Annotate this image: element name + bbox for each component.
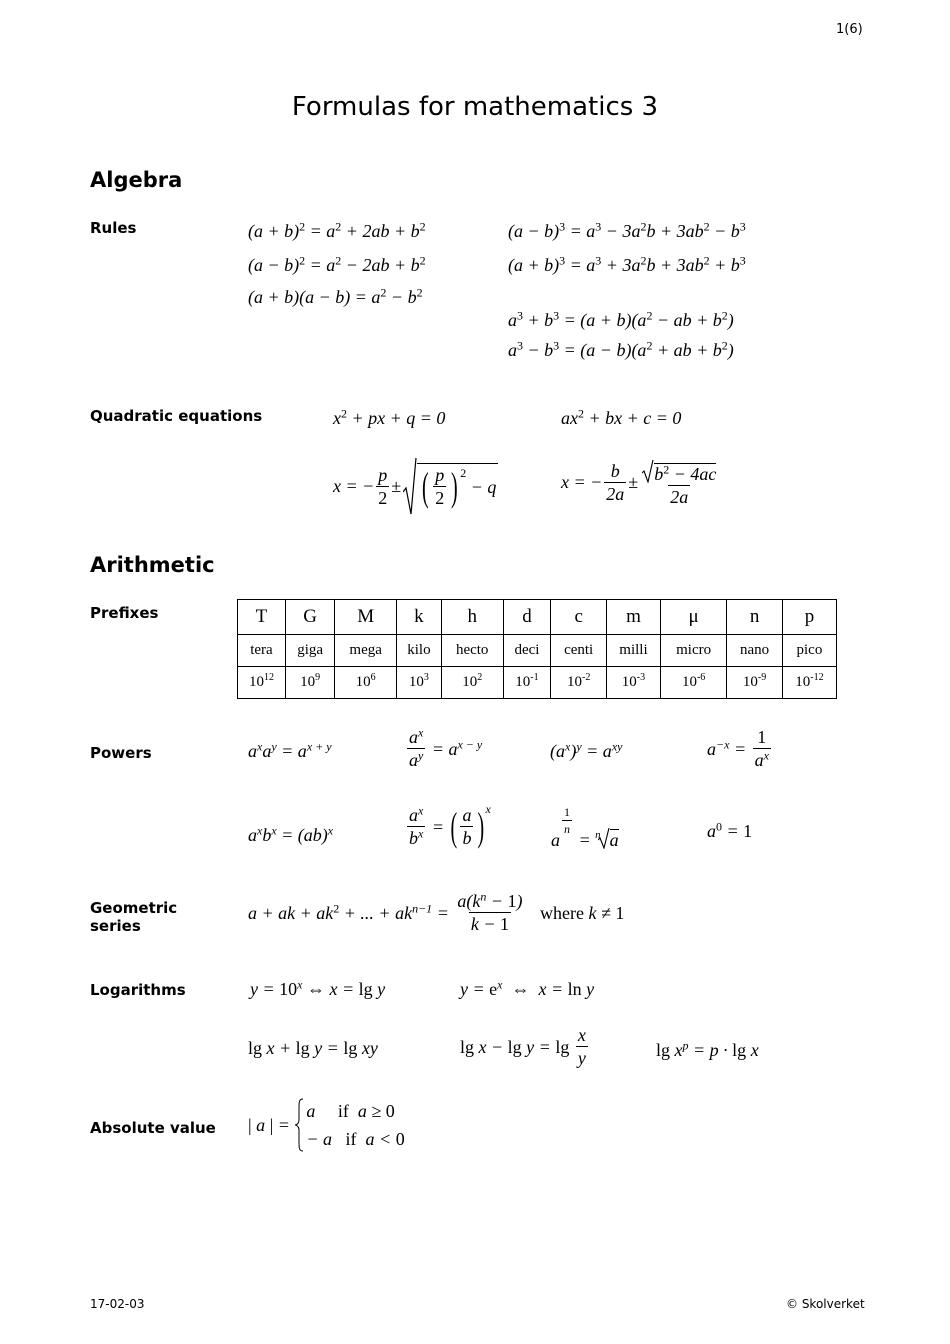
rules-label: Rules bbox=[90, 219, 137, 237]
prefix-symbol: G bbox=[285, 600, 334, 635]
prefix-symbol: c bbox=[551, 600, 607, 635]
prefix-power: $10^{12}$ bbox=[238, 667, 286, 699]
formula-absolute-value: | a | = a if a ≥ 0 − a if a < 0 bbox=[248, 1098, 405, 1152]
prefix-power: $10^3$ bbox=[397, 667, 442, 699]
formula-square-sum: $(a + b)^2 = a^2 + 2ab + b^2$ bbox=[248, 219, 426, 241]
prefix-power: $10^{-1}$ bbox=[503, 667, 551, 699]
prefix-table bbox=[237, 599, 837, 699]
formula-ln-definition: $y = e^x$ ⇔ x = ln y bbox=[460, 977, 595, 999]
prefix-name: hecto bbox=[441, 635, 503, 667]
prefix-power: $10^9$ bbox=[285, 667, 334, 699]
footer-copyright: © Skolverket bbox=[786, 1297, 865, 1311]
prefix-symbol: M bbox=[335, 600, 397, 635]
formula-sum-of-cubes: $a^3 + b^3 = (a + b)(a^2$ − ab + $b^2$) bbox=[508, 308, 734, 330]
prefix-name: milli bbox=[606, 635, 660, 667]
curly-brace-icon bbox=[294, 1098, 304, 1152]
algebra-heading: Algebra bbox=[90, 168, 183, 192]
formula-power-of-power: $(a^x)^y = a^{xy}$ bbox=[550, 739, 623, 761]
prefix-symbol: d bbox=[503, 600, 551, 635]
formula-square-diff: $(a - b)^2 = a^2 - 2ab + b^2$ bbox=[248, 253, 426, 275]
prefix-name: nano bbox=[727, 635, 783, 667]
prefix-symbol: p bbox=[782, 600, 836, 635]
prefix-name: tera bbox=[238, 635, 286, 667]
formula-lg-sum: lg x + lg y = lg xy bbox=[248, 1038, 378, 1058]
formula-diff-of-cubes: $a^3 - b^3 = (a - b)(a^2$ + ab + $b^2$) bbox=[508, 338, 734, 360]
geometric-label: Geometric series bbox=[90, 899, 178, 935]
page-number: 1(6) bbox=[836, 22, 863, 37]
formula-root-power: a $\frac{1}{n}$ = n a bbox=[551, 805, 619, 850]
formula-cube-diff: $(a - b)^3 = a^3 - 3a^2b + 3ab^2 - b^3$ bbox=[508, 219, 746, 241]
prefix-name: kilo bbox=[397, 635, 442, 667]
prefix-power: $10^{-2}$ bbox=[551, 667, 607, 699]
prefix-power: $10^{-3}$ bbox=[606, 667, 660, 699]
formula-pq-equation: $x^2$ + px + q = 0 bbox=[333, 406, 446, 428]
formula-zero-power: $a^0 = 1$ bbox=[707, 819, 753, 841]
formula-power-product: $a^xa^y = a^{x + y}$ bbox=[248, 739, 332, 761]
prefixes-label: Prefixes bbox=[90, 604, 159, 622]
formula-abc-solution: x = − $\frac{b}{2a}$ ± $\frac{b^2 - 4ac}{2a}$ bbox=[561, 460, 717, 507]
footer-date: 17-02-03 bbox=[90, 1297, 145, 1311]
formula-pq-solution: x = − $\frac{p}{2}$ ± ( $\frac{p}{2}$ ) $^2$ − q bbox=[333, 455, 498, 517]
prefix-power: $10^6$ bbox=[335, 667, 397, 699]
prefix-symbol: T bbox=[238, 600, 286, 635]
formula-lg-power: $\lg x^p = p \cdot \lg x$ bbox=[656, 1038, 759, 1060]
sqrt-sign-icon bbox=[642, 459, 654, 483]
prefix-symbol: μ bbox=[660, 600, 726, 635]
prefix-symbol: n bbox=[727, 600, 783, 635]
prefix-symbol: h bbox=[441, 600, 503, 635]
prefix-name: deci bbox=[503, 635, 551, 667]
logarithms-label: Logarithms bbox=[90, 981, 186, 999]
prefix-name: mega bbox=[335, 635, 397, 667]
prefix-name: giga bbox=[285, 635, 334, 667]
formula-lg-definition: $y = 10^x$ ⇔ x = lg y bbox=[250, 977, 386, 999]
formula-quotient-power: $\frac{a^x}{b^x}$ = ( $\frac{a}{b}$ ) $^x$ bbox=[409, 801, 491, 849]
prefix-name: micro bbox=[660, 635, 726, 667]
formula-product-power: $a^xb^x = (ab)^x$ bbox=[248, 823, 334, 845]
prefix-power: $10^{-9}$ bbox=[727, 667, 783, 699]
sqrt-sign-icon bbox=[403, 456, 417, 516]
formula-power-quotient: $\frac{a^x}{a^y}$ = $a^{x - y}$ bbox=[409, 725, 483, 770]
page-title: Formulas for mathematics 3 bbox=[291, 92, 659, 122]
prefix-power: $10^{-6}$ bbox=[660, 667, 726, 699]
formula-cube-sum: $(a + b)^3 = a^3 + 3a^2b + 3ab^2 + b^3$ bbox=[508, 253, 746, 275]
formula-negative-power: $a^{-x}$ = $\frac{1}{a^x}$ bbox=[707, 727, 769, 770]
prefix-name: centi bbox=[551, 635, 607, 667]
arithmetic-heading: Arithmetic bbox=[90, 553, 215, 577]
formula-lg-diff: lg x − lg y = lg $\frac{x}{y}$ bbox=[460, 1025, 586, 1068]
powers-label: Powers bbox=[90, 744, 152, 762]
formula-conjugate: $(a + b)(a - b) = a^2 - b^2$ bbox=[248, 285, 423, 307]
prefix-symbol: m bbox=[606, 600, 660, 635]
prefix-power: $10^2$ bbox=[441, 667, 503, 699]
absolute-value-label: Absolute value bbox=[90, 1119, 216, 1137]
prefix-name: pico bbox=[782, 635, 836, 667]
quadratic-label: Quadratic equations bbox=[90, 407, 263, 425]
formula-abc-equation: $ax^2$ + bx + c = 0 bbox=[561, 406, 682, 428]
formula-geometric-sum: a + ak + $ak^2$ + ... + $ak^{n-1}$ = $\frac{a(k^n - 1)}{k - 1}$ where k ≠ 1 bbox=[248, 889, 625, 934]
prefix-power: $10^{-12}$ bbox=[782, 667, 836, 699]
prefix-symbol: k bbox=[397, 600, 442, 635]
